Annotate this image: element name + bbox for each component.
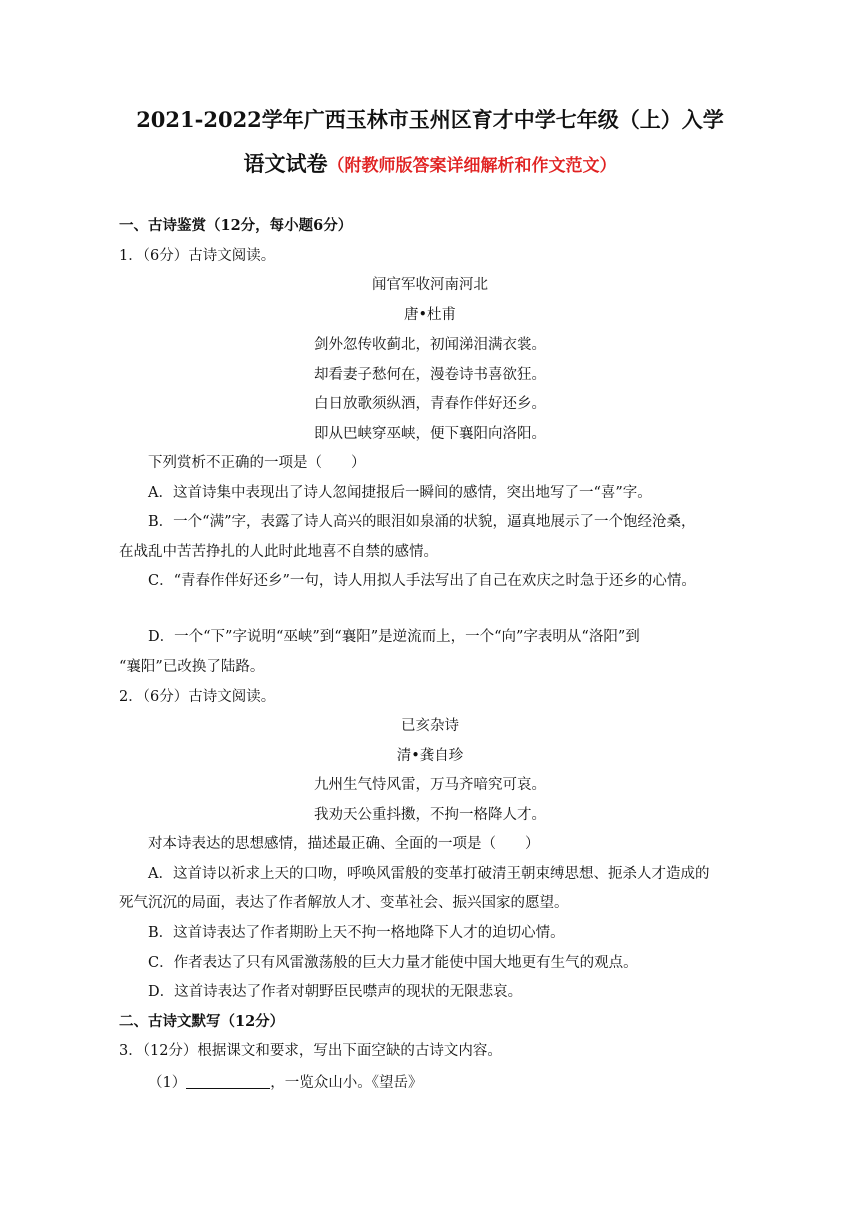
q1-option-d: D．一个“下”字说明“巫峡”到“襄阳”是逆流而上，一个“向”字表明从“洛阳”到 [148, 629, 640, 645]
document-title-main: 语文试卷 [243, 151, 328, 176]
q1-option-d-cont: “襄阳”已改换了陆路。 [119, 659, 265, 675]
document-title-line1: 2021-2022学年广西玉林市玉州区育才中学七年级（上）入学 [136, 107, 724, 132]
q1-poem-line: 白日放歌须纵酒，青春作伴好还乡。 [314, 396, 546, 412]
section1-heading: 一、古诗鉴赏（12分，每小题6分） [119, 217, 353, 234]
q2-poem-author: 清•龚自珍 [396, 748, 464, 764]
q1-stem: 1．（6分）古诗文阅读。 [119, 248, 276, 264]
q2-option-d: D．这首诗表达了作者对朝野臣民噤声的现状的无限悲哀。 [148, 984, 523, 1000]
q1-poem-line: 剑外忽传收蓟北，初闻涕泪满衣裳。 [314, 337, 546, 353]
document-title-line2 [0, 148, 860, 178]
q1-option-a: A．这首诗集中表现出了诗人忽闻捷报后一瞬间的感情，突出地写了一“喜”字。 [148, 485, 652, 501]
q2-question: 对本诗表达的思想感情，描述最正确、全面的一项是（ ） [148, 836, 540, 852]
q2-option-a-cont: 死气沉沉的局面，表达了作者解放人才、变革社会、振兴国家的愿望。 [119, 895, 569, 911]
q3-item1-text: ，一览众山小。《望岳》 [270, 1075, 423, 1091]
q1-option-b: B．一个“满”字，表露了诗人高兴的眼泪如泉涌的状貌，逼真地展示了一个饱经沧桑， [148, 514, 696, 530]
q2-poem-line: 我劝天公重抖擞，不拘一格降人才。 [314, 807, 546, 823]
q1-question: 下列赏析不正确的一项是（ ） [148, 455, 366, 471]
q2-stem: 2．（6分）古诗文阅读。 [119, 689, 276, 705]
q1-poem-line: 却看妻子愁何在，漫卷诗书喜欲狂。 [314, 367, 546, 383]
q2-option-c: C．作者表达了只有风雷激荡般的巨大力量才能使中国大地更有生气的观点。 [148, 955, 638, 971]
q2-poem-title: 已亥杂诗 [401, 718, 459, 734]
q3-item1-number: （1） [148, 1075, 187, 1091]
q1-poem-author: 唐•杜甫 [403, 307, 457, 323]
section2-heading: 二、古诗文默写（12分） [119, 1013, 285, 1030]
q3-item1 [148, 1074, 422, 1091]
q1-option-b-cont: 在战乱中苦苦挣扎的人此时此地喜不自禁的感情。 [119, 544, 438, 560]
q2-option-a: A．这首诗以祈求上天的口吻，呼唤风雷般的变革打破清王朝束缚思想、扼杀人才造成的 [148, 866, 710, 882]
q1-poem-title: 闻官军收河南河北 [372, 277, 488, 293]
q1-option-c: C．“青春作伴好还乡”一句，诗人用拟人手法写出了自己在欢庆之时急于还乡的心情。 [148, 573, 696, 589]
q1-poem-line: 即从巴峡穿巫峡，便下襄阳向洛阳。 [314, 426, 546, 442]
q2-option-b: B．这首诗表达了作者期盼上天不拘一格地降下人才的迫切心情。 [148, 925, 565, 941]
q3-stem: 3．（12分）根据课文和要求，写出下面空缺的古诗文内容。 [119, 1043, 502, 1059]
q2-poem-line: 九州生气恃风雷，万马齐喑究可哀。 [314, 777, 546, 793]
document-title-note: （附教师版答案详细解析和作文范文） [327, 156, 617, 176]
answer-blank [186, 1074, 270, 1089]
